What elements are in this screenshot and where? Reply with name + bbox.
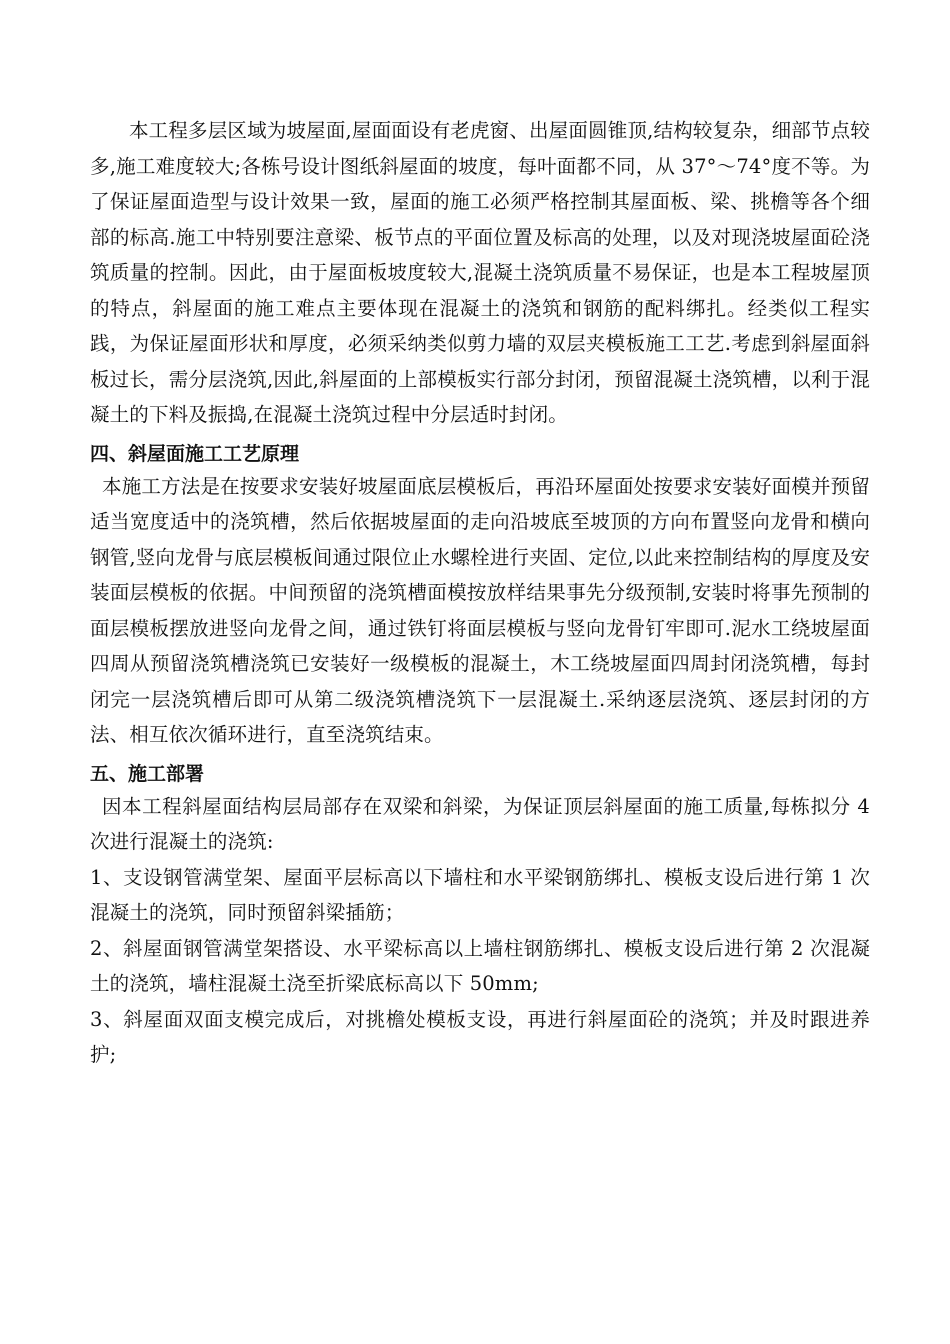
section-5-intro: 因本工程斜屋面结构层局部存在双梁和斜梁，为保证顶层斜屋面的施工质量,每栋拟分 4 次进行混凝土的浇筑: xyxy=(90,794,870,853)
list-item: 3、斜屋面双面支模完成后，对挑檐处模板支设，再进行斜屋面砼的浇筑；并及时跟进养护; xyxy=(90,1007,870,1066)
document-page xyxy=(90,113,870,1073)
list-item: 2、斜屋面钢管满堂架搭设、水平梁标高以上墙柱钢筋绑扎、模板支设后进行第 2 次混凝土的浇筑，墙柱混凝土浇至折梁底标高以下 50mm; xyxy=(90,936,870,995)
section-4-heading: 四、斜屋面施工工艺原理 xyxy=(90,442,300,465)
list-item: 1、支设钢管满堂架、屋面平层标高以下墙柱和水平梁钢筋绑扎、模板支设后进行第 1 次混凝土的浇筑，同时预留斜梁插筋； xyxy=(90,865,870,924)
intro-paragraph: 本工程多层区域为坡屋面,屋面面设有老虎窗、出屋面圆锥顶,结构较复杂，细部节点较多,施工难度较大;各栋号设计图纸斜屋面的坡度，每叶面都不同，从 37°～74°度不等。为了保证屋面造型与设计效果一致，屋面的施工必须严格控制其屋面板、梁、挑檐等各个细部的标高.施工中特别要注意梁、板节点的平面位置及标高的处理，以及对现浇坡屋面砼浇筑质量的控制。因此，由于屋面板坡度较大,混凝土浇筑质量不易保证，也是本工程坡屋顶的特点，斜屋面的施工难点主要体现在混凝土的浇筑和钢筋的配料绑扎。经类似工程实践，为保证屋面形状和厚度，必须采纳类似剪力墙的双层夹模板施工工艺.考虑到斜屋面斜板过长，需分层浇筑,因此,斜屋面的上部模板实行部分封闭，预留混凝土浇筑槽，以利于混凝土的下料及振捣,在混凝土浇筑过程中分层适时封闭。 xyxy=(90,119,870,426)
section-5-heading: 五、施工部署 xyxy=(90,762,205,785)
section-4-paragraph: 本施工方法是在按要求安装好坡屋面底层模板后，再沿环屋面处按要求安装好面模并预留适当宽度适中的浇筑槽，然后依据坡屋面的走向沿坡底至坡顶的方向布置竖向龙骨和横向钢管,竖向龙骨与底层模板间通过限位止水螺栓进行夹固、定位,以此来控制结构的厚度及安装面层模板的依据。中间预留的浇筑槽面模按放样结果事先分级预制,安装时将事先预制的面层模板摆放进竖向龙骨之间，通过铁钉将面层模板与竖向龙骨钉牢即可.泥水工绕坡屋面四周从预留浇筑槽浇筑已安装好一级模板的混凝土，木工绕坡屋面四周封闭浇筑槽，每封闭完一层浇筑槽后即可从第二级浇筑槽浇筑下一层混凝土.采纳逐层浇筑、逐层封闭的方法、相互依次循环进行，直至浇筑结束。 xyxy=(90,474,870,746)
